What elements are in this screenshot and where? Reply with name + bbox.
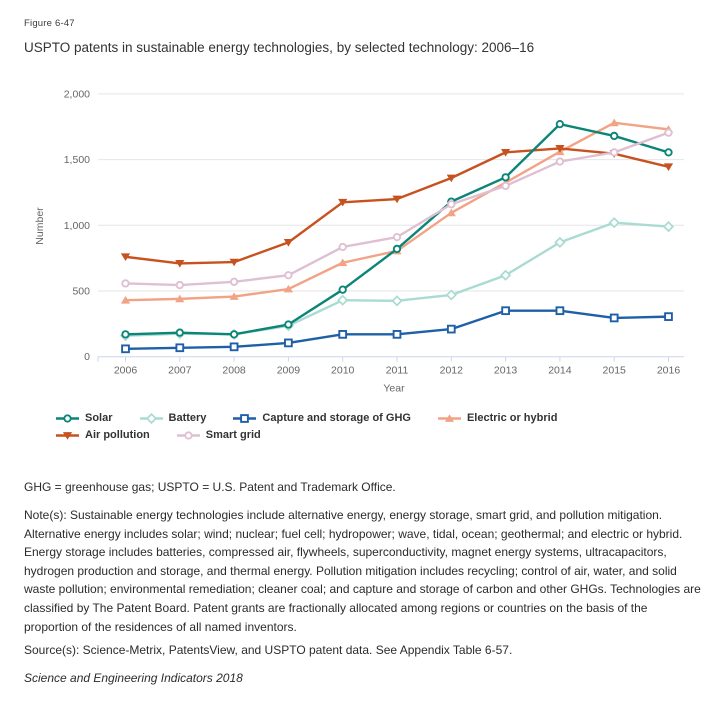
legend-label: Smart grid [205,429,261,441]
capture-and-storage-of-ghg-marker [665,313,672,320]
battery-marker [338,296,347,305]
electric-or-hybrid-line [126,123,669,300]
solar-marker [557,121,563,127]
y-axis-title: Number [34,207,46,245]
x-tick-label: 2009 [276,364,301,377]
x-tick-label: 2010 [331,364,355,377]
abbreviation-note: GHG = greenhouse gas; USPTO = U.S. Patent and Trademark Office. [24,480,396,494]
legend-label: Battery [168,412,207,424]
capture-and-storage-of-ghg-marker [611,315,618,322]
capture-and-storage-of-ghg-marker [176,344,183,351]
smart-grid-marker [122,280,128,286]
battery-marker [447,291,456,300]
smart-grid-marker [665,129,671,135]
air-pollution-legend-icon [55,430,80,441]
solar-legend-icon [55,413,80,424]
smart-grid-marker [502,183,508,189]
x-axis-title: Year [383,382,405,395]
source-note: Source(s): Science-Metrix, PatentsView, and USPTO patent data. See Appendix Table 6-57. [24,643,513,657]
capture-and-storage-of-ghg-marker [285,340,292,347]
x-tick-label: 2012 [439,364,463,377]
x-tick-label: 2006 [113,364,138,377]
smart-grid-marker [340,244,346,250]
smart-grid-marker [448,201,454,207]
legend-label: Air pollution [85,429,150,441]
legend-item-air-pollution[interactable] [55,429,150,441]
capture-and-storage-of-ghg-marker [122,345,129,352]
solar-marker [231,331,237,337]
solar-marker [340,286,346,292]
solar-marker [665,149,671,155]
capture-and-storage-of-ghg-marker [557,307,564,314]
x-tick-label: 2008 [222,364,246,377]
legend-item-capture-and-storage-of-ghg[interactable] [232,412,411,424]
solar-marker [502,174,508,180]
x-tick-label: 2016 [656,364,681,377]
legend-item-battery[interactable] [139,412,207,424]
legend-item-solar[interactable] [55,412,113,424]
capture-and-storage-of-ghg-marker [394,331,401,338]
battery-marker [393,296,402,305]
smart-grid-marker [231,279,237,285]
solar-marker [394,246,400,252]
x-tick-label: 2015 [602,364,626,377]
capture-and-storage-of-ghg-legend-icon [232,413,257,424]
y-tick-label: 0 [84,351,90,364]
chart-legend [55,412,655,441]
smart-grid-marker [177,282,183,288]
legend-label: Electric or hybrid [466,412,558,424]
x-tick-label: 2014 [548,364,572,377]
smart-grid-legend-icon [176,430,201,441]
legend-item-electric-or-hybrid[interactable] [437,412,557,424]
smart-grid-marker [557,158,563,164]
publication-title: Science and Engineering Indicators 2018 [24,671,243,685]
capture-and-storage-of-ghg-marker [502,307,509,314]
x-tick-label: 2007 [168,364,192,377]
x-tick-label: 2011 [385,364,409,377]
smart-grid-marker [285,272,291,278]
figure-number: Figure 6-47 [24,18,75,29]
electric-or-hybrid-legend-icon [437,413,462,424]
capture-and-storage-of-ghg-marker [339,331,346,338]
x-tick-label: 2013 [493,364,518,377]
capture-and-storage-of-ghg-marker [448,326,455,333]
y-tick-label: 1,500 [63,154,90,167]
capture-and-storage-of-ghg-marker [231,343,238,350]
solar-marker [177,329,183,335]
smart-grid-marker [611,149,617,155]
solar-marker [122,331,128,337]
y-tick-label: 500 [72,285,90,298]
smart-grid-marker [394,234,400,240]
capture-and-storage-of-ghg-line [126,311,669,349]
y-tick-label: 2,000 [63,88,90,101]
legend-label: Capture and storage of GHG [262,412,411,424]
solar-marker [285,321,291,327]
legend-label: Solar [85,412,113,424]
legend-item-smart-grid[interactable] [176,429,261,441]
notes-paragraph: Note(s): Sustainable energy technologies include alternative energy, energy storage, smart grid, and pollution mitigation. Alternative energy includes solar; wind; nuclear; fuel cell; hydropower; wave, tidal, ocean; geothermal; and electric or hybrid. Energy storage includes batteries, compressed air, flywheels, superconductivity, magnet energy systems, ultracapacitors, hydrogen production and storage, and thermal energy. Pollution mitigation includes recycling; control of air, water, and solid waste pollution; environmental remediation; cleaner coal; and capture and storage of carbon and other GHGs. Technologies are classified by The Patent Board. Patent grants are fractionally allocated among regions or countries on the basis of the proportion of the residences of all named inventors. [24,508,701,634]
solar-marker [611,133,617,139]
chart-title: USPTO patents in sustainable energy technologies, by selected technology: 2006–16 [24,40,535,55]
y-tick-label: 1,000 [63,219,90,232]
battery-legend-icon [139,413,164,424]
battery-marker [664,222,673,231]
